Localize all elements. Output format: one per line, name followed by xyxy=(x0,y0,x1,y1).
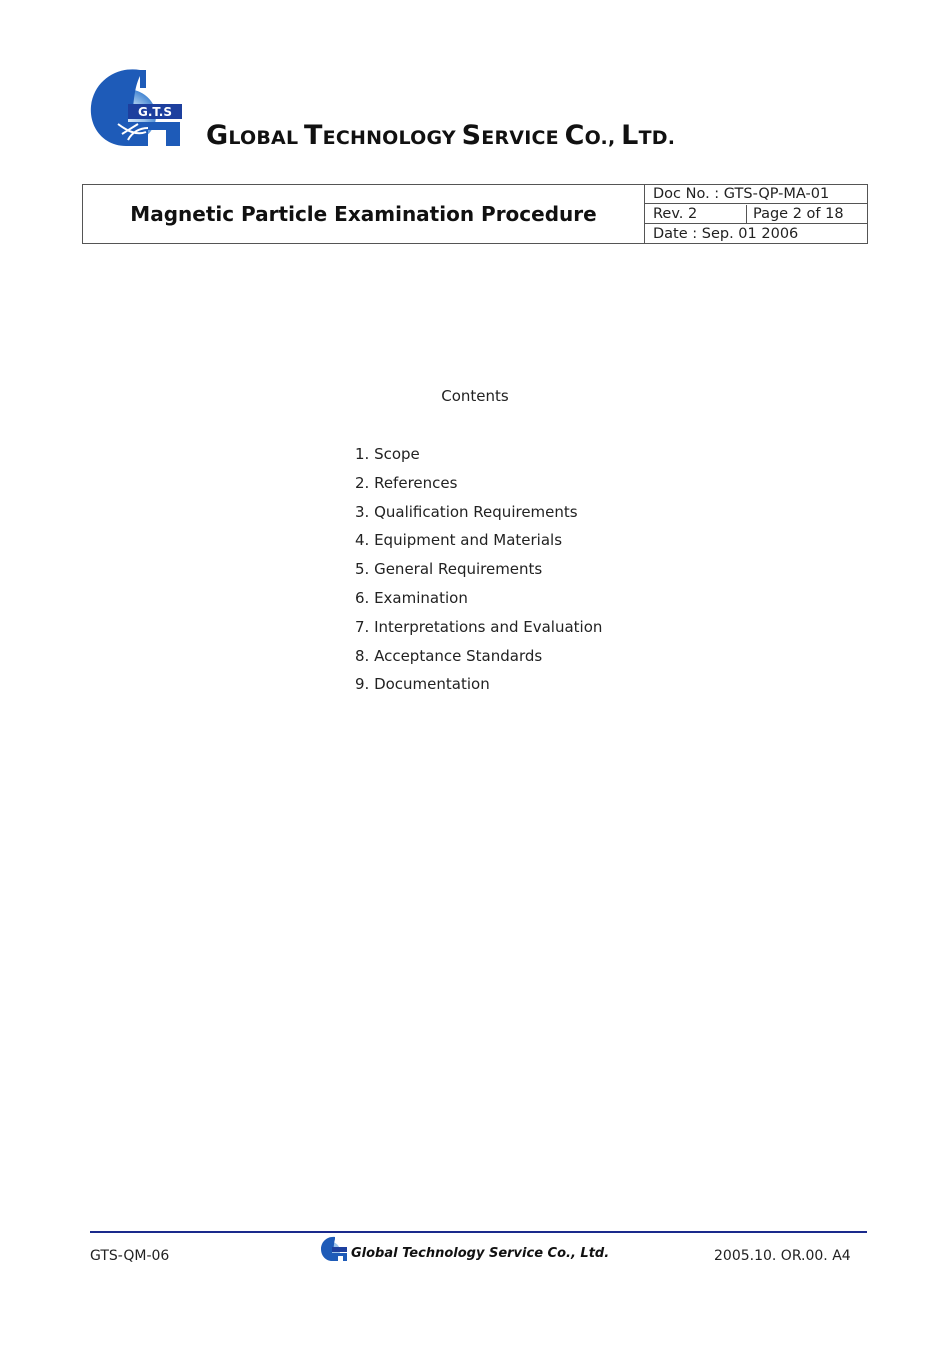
cell-divider xyxy=(746,205,747,224)
toc-item: 5. General Requirements xyxy=(355,560,543,579)
document-header-table xyxy=(82,184,868,244)
footer-company-name: Global Technology Service Co., Ltd. xyxy=(351,1246,610,1261)
footer-form-code: GTS-QM-06 xyxy=(90,1248,170,1264)
footer-revision-code: 2005.10. OR.00. A4 xyxy=(714,1248,851,1264)
toc-item: 9. Documentation xyxy=(355,675,490,694)
company-logo xyxy=(88,66,184,148)
toc-item: 6. Examination xyxy=(355,588,468,607)
footer-divider xyxy=(90,1231,867,1233)
document-meta xyxy=(645,185,867,243)
toc-item: 3. Qualification Requirements xyxy=(355,502,578,521)
toc-item: 8. Acceptance Standards xyxy=(355,646,543,665)
revision-row xyxy=(645,205,867,224)
gts-logo-icon xyxy=(88,66,184,148)
company-name: GLOBAL TECHNOLOGY SERVICE CO., LTD. xyxy=(206,120,676,151)
gts-mini-logo-icon xyxy=(320,1236,348,1262)
contents-heading: Contents xyxy=(441,387,509,405)
footer-company xyxy=(320,1236,609,1262)
logo-text: G.T.S xyxy=(138,105,172,119)
toc-item: 7. Interpretations and Evaluation xyxy=(355,617,603,636)
doc-number: Doc No. : GTS-QP-MA-01 xyxy=(653,186,830,202)
revision: Rev. 2 xyxy=(653,206,698,222)
toc-item: 1. Scope xyxy=(355,445,420,463)
toc-item: 2. References xyxy=(355,473,458,492)
doc-number-row xyxy=(645,185,867,204)
page-number: Page 2 of 18 xyxy=(753,206,844,222)
toc-item: 4. Equipment and Materials xyxy=(355,531,563,550)
table-of-contents xyxy=(355,444,602,703)
document-date: Date : Sep. 01 2006 xyxy=(653,226,799,242)
document-title: Magnetic Particle Examination Procedure xyxy=(83,185,645,243)
date-row xyxy=(645,225,867,244)
